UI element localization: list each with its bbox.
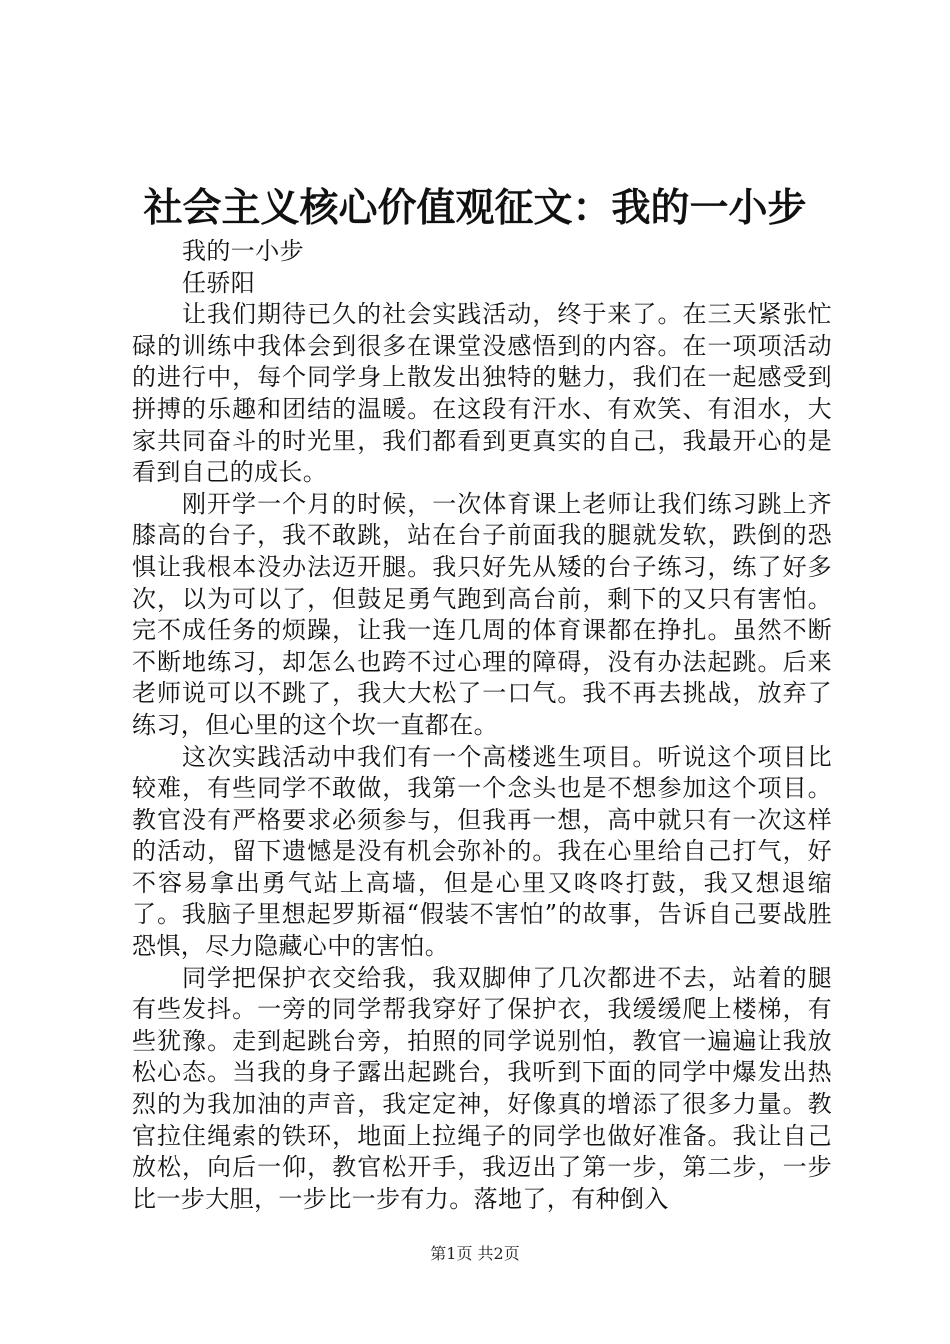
author-name: 任骄阳 bbox=[182, 268, 256, 297]
paragraph: 刚开学一个月的时候，一次体育课上老师让我们练习跳上齐膝高的台子，我不敢跳，站在台子前面我的腿就发软，跌倒的恐惧让我根本没办法迈开腿。我只好先从矮的台子练习，练了好多次，以为可以了，但鼓足勇气跑到高台前，剩下的又只有害怕。完不成任务的烦躁，让我一连几周的体育课都在挣扎。虽然不断不断地练习，却怎么也跨不过心理的障碍，没有办法起跳。后来老师说可以不跳了，我大大松了一口气。我不再去挑战，放弃了练习，但心里的这个坎一直都在。 bbox=[132, 489, 832, 739]
subtitle: 我的一小步 bbox=[182, 237, 304, 265]
document-body bbox=[132, 236, 832, 1215]
page-number-footer: 第1页 共2页 bbox=[430, 1244, 520, 1263]
paragraph: 同学把保护衣交给我，我双脚伸了几次都进不去，站着的腿有些发抖。一旁的同学帮我穿好了保护衣，我缓缓爬上楼梯，有些犹豫。走到起跳台旁，拍照的同学说别怕，教官一遍遍让我放松心态。当我的身子露出起跳台，我听到下面的同学中爆发出热烈的为我加油的声音，我定定神，好像真的增添了很多力量。教官拉住绳索的铁环，地面上拉绳子的同学也做好准备。我让自己放松，向后一仰，教官松开手，我迈出了第一步，第二步，一步比一步大胆，一步比一步有力。落地了，有种倒入 bbox=[132, 963, 832, 1213]
paragraph: 让我们期待已久的社会实践活动，终于来了。在三天紧张忙碌的训练中我体会到很多在课堂没感悟到的内容。在一项项活动的进行中，每个同学身上散发出独特的魅力，我们在一起感受到拼搏的乐趣和团结的温暖。在这段有汗水、有欢笑、有泪水，大家共同奋斗的时光里，我们都看到更真实的自己，我最开心的是看到自己的成长。 bbox=[132, 300, 832, 487]
paragraph: 这次实践活动中我们有一个高楼逃生项目。听说这个项目比较难，有些同学不敢做，我第一个念头也是不想参加这个项目。教官没有严格要求必须参与，但我再一想，高中就只有一次这样的活动，留下遗憾是没有机会弥补的。我在心里给自己打气，好不容易拿出勇气站上高墙，但是心里又咚咚打鼓，我又想退缩了。我脑子里想起罗斯福“假装不害怕”的故事，告诉自己要战胜恐惧，尽力隐藏心中的害怕。 bbox=[132, 742, 832, 961]
document-title: 社会主义核心价值观征文：我的一小步 bbox=[143, 185, 807, 231]
